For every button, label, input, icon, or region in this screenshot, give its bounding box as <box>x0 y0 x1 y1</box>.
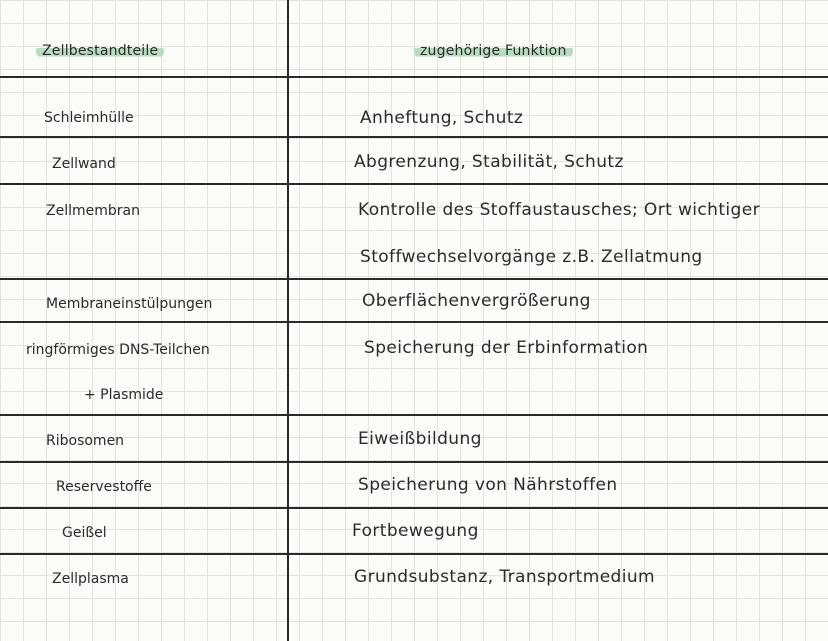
cell-part: Zellwand <box>52 156 116 172</box>
cell-function: Oberflächenvergrößerung <box>362 291 591 311</box>
cell-function: Anheftung, Schutz <box>360 108 524 128</box>
cell-part: Reservestoffe <box>56 479 152 495</box>
row-divider <box>0 136 828 138</box>
row-divider <box>0 414 828 416</box>
row-divider <box>0 76 828 78</box>
header-funktion <box>414 40 573 62</box>
cell-function: Kontrolle des Stoffaustausches; Ort wichtiger <box>358 200 760 220</box>
cell-function: Speicherung der Erbinformation <box>364 338 649 358</box>
cell-function: Abgrenzung, Stabilität, Schutz <box>354 152 624 172</box>
cell-part: Schleimhülle <box>44 110 134 126</box>
cell-function: Grundsubstanz, Transportmedium <box>354 567 656 587</box>
cell-function: Fortbewegung <box>352 521 479 541</box>
row-divider <box>0 553 828 555</box>
cell-part: ringförmiges DNS-Teilchen <box>26 342 210 358</box>
header-right-label: zugehörige Funktion <box>414 43 573 59</box>
cell-function: Speicherung von Nährstoffen <box>358 475 618 495</box>
row-divider <box>0 183 828 185</box>
row-divider <box>0 507 828 509</box>
cell-part: Geißel <box>62 525 107 541</box>
cell-part: Zellplasma <box>52 571 129 587</box>
cell-part: Ribosomen <box>46 433 125 449</box>
cell-part: Membraneinstülpungen <box>46 296 213 312</box>
cell-function: Eiweißbildung <box>358 429 482 449</box>
cell-part-continued: + Plasmide <box>84 387 164 403</box>
row-divider <box>0 461 828 463</box>
row-divider <box>0 321 828 323</box>
cell-part: Zellmembran <box>46 203 140 219</box>
cell-function-continued: Stoffwechselvorgänge z.B. Zellatmung <box>360 247 703 267</box>
header-left-label: Zellbestandteile <box>36 43 164 59</box>
row-divider <box>0 278 828 280</box>
header-zellbestandteile <box>36 40 164 62</box>
